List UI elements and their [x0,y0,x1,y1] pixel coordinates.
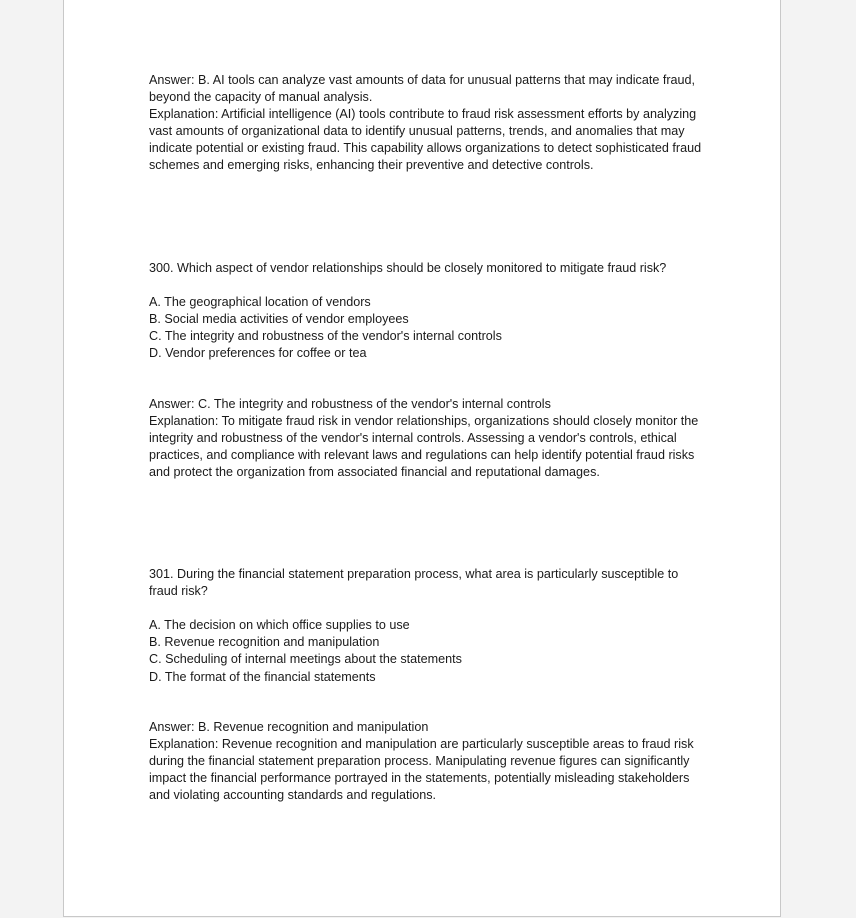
option-c: C. Scheduling of internal meetings about the statements [149,652,462,667]
answer-text: Answer: B. Revenue recognition and manipulation [149,720,429,734]
explanation-text: Explanation: To mitigate fraud risk in vendor relationships, organizations should closely monitor the integrity and robustness of the vendor's internal controls. Assessing a vendor's controls, ethical practices, and compliance with relevant laws and regulations can help identify potential fraud risks and protect the organization from associated financial and reputational damages. [149,414,699,480]
question-block-300 [149,260,709,363]
answer-block-300 [149,396,709,481]
document-page [63,0,781,917]
explanation-text: Explanation: Artificial intelligence (AI) tools contribute to fraud risk assessment efforts by analyzing vast amounts of organizational data to identify unusual patterns, trends, and anomalies that may indicate potential or existing fraud. This capability allows organizations to detect sophisticated fraud schemes and emerging risks, enhancing their preventive and detective controls. [149,107,702,173]
answer-text: Answer: C. The integrity and robustness of the vendor's internal controls [149,397,551,411]
explanation-text: Explanation: Revenue recognition and manipulation are particularly susceptible areas to fraud risk during the financial statement preparation process. Manipulating revenue figures can significantly impact the financial performance portrayed in the statements, potentially misleading stakeholders and violating accounting standards and regulations. [149,737,694,803]
option-b: B. Social media activities of vendor employees [149,312,409,327]
question-text: 300. Which aspect of vendor relationships should be closely monitored to mitigate fraud risk? [149,261,667,275]
question-text: 301. During the financial statement preparation process, what area is particularly susceptible to fraud risk? [149,567,679,599]
answer-block-301 [149,719,709,804]
option-c: C. The integrity and robustness of the vendor's internal controls [149,329,502,344]
question-block-301 [149,566,709,686]
answer-text: Answer: B. AI tools can analyze vast amounts of data for unusual patterns that may indicate fraud, beyond the capacity of manual analysis. [149,73,696,105]
option-b: B. Revenue recognition and manipulation [149,635,380,650]
option-a: A. The geographical location of vendors [149,295,371,310]
answer-block-299 [149,72,709,175]
option-a: A. The decision on which office supplies to use [149,618,410,633]
option-d: D. Vendor preferences for coffee or tea [149,346,367,361]
option-d: D. The format of the financial statements [149,669,376,684]
